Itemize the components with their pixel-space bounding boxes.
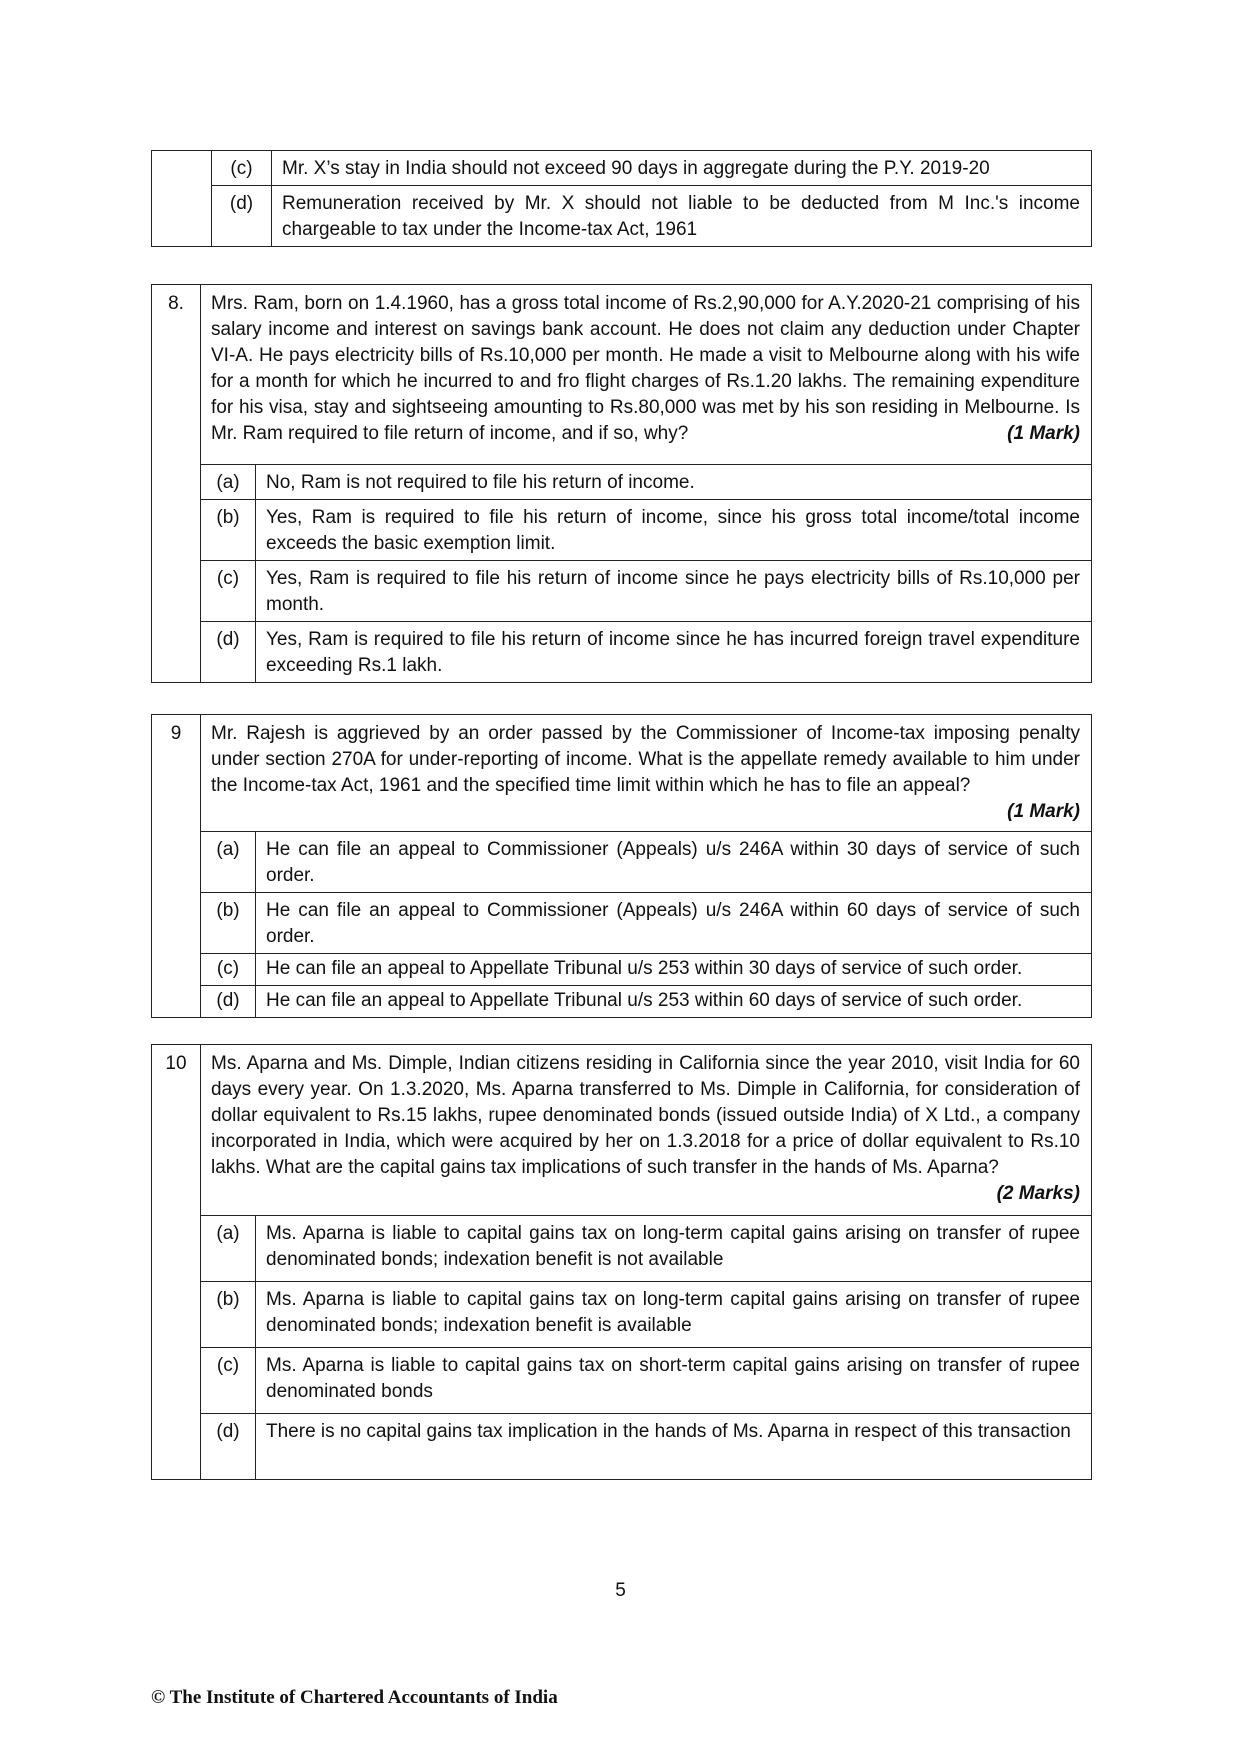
option-row	[152, 1414, 1092, 1480]
question-10-table	[151, 1044, 1092, 1480]
option-label: (a)	[201, 1216, 256, 1282]
option-label: (d)	[201, 986, 256, 1018]
question-stem-row	[152, 285, 1092, 465]
option-row	[152, 622, 1092, 683]
option-row	[152, 465, 1092, 500]
marks-label: (1 Mark)	[1007, 423, 1080, 444]
option-row	[152, 832, 1092, 893]
option-label: (d)	[201, 1414, 256, 1480]
option-label: (d)	[212, 186, 272, 247]
option-text: Ms. Aparna is liable to capital gains tax on short-term capital gains arising on transfer of rupee denominated bonds	[256, 1348, 1092, 1414]
option-text: No, Ram is not required to file his return of income.	[256, 465, 1092, 500]
option-text: He can file an appeal to Commissioner (Appeals) u/s 246A within 30 days of service of such order.	[256, 832, 1092, 893]
option-label: (a)	[201, 465, 256, 500]
question-stem	[201, 715, 1092, 832]
option-label: (c)	[201, 561, 256, 622]
option-text: Ms. Aparna is liable to capital gains tax on long-term capital gains arising on transfer of rupee denominated bonds; indexation benefit is available	[256, 1282, 1092, 1348]
option-row	[152, 986, 1092, 1018]
question-number-cell	[152, 151, 212, 247]
option-label: (c)	[212, 151, 272, 186]
option-row	[152, 1216, 1092, 1282]
option-label: (b)	[201, 893, 256, 954]
footer-copyright: © The Institute of Chartered Accountants of India	[151, 1687, 558, 1708]
question-stem	[201, 1045, 1092, 1216]
question-number: 9	[152, 715, 201, 1018]
option-row	[152, 151, 1092, 186]
question-7-options-table	[151, 150, 1092, 247]
option-label: (b)	[201, 1282, 256, 1348]
question-stem	[201, 285, 1092, 465]
marks-label: (1 Mark)	[1007, 801, 1080, 822]
marks-label: (2 Marks)	[996, 1183, 1080, 1204]
option-label: (c)	[201, 1348, 256, 1414]
option-row	[152, 186, 1092, 247]
option-label: (a)	[201, 832, 256, 893]
option-text: Yes, Ram is required to file his return of income, since his gross total income/total income exceeds the basic exemption limit.	[256, 500, 1092, 561]
option-row	[152, 561, 1092, 622]
option-text: Remuneration received by Mr. X should not liable to be deducted from M Inc.'s income chargeable to tax under the Income-tax Act, 1961	[272, 186, 1092, 247]
question-9-table	[151, 714, 1092, 1018]
option-text: He can file an appeal to Commissioner (Appeals) u/s 246A within 60 days of service of such order.	[256, 893, 1092, 954]
option-text: Yes, Ram is required to file his return of income since he pays electricity bills of Rs.10,000 per month.	[256, 561, 1092, 622]
option-text: Ms. Aparna is liable to capital gains tax on long-term capital gains arising on transfer of rupee denominated bonds; indexation benefit is not available	[256, 1216, 1092, 1282]
option-text: He can file an appeal to Appellate Tribunal u/s 253 within 60 days of service of such order.	[256, 986, 1092, 1018]
option-text: There is no capital gains tax implication in the hands of Ms. Aparna in respect of this transaction	[256, 1414, 1092, 1480]
option-row	[152, 954, 1092, 986]
question-text: Mrs. Ram, born on 1.4.1960, has a gross total income of Rs.2,90,000 for A.Y.2020-21 comprising of his salary income and interest on savings bank account. He does not claim any deduction under Chapter VI-A. He pays electricity bills of Rs.10,000 per month. He made a visit to Melbourne along with his wife for a month for which he incurred to and fro flight charges of Rs.1.20 lakhs. The remaining expenditure for his visa, stay and sightseeing amounting to Rs.80,000 was met by his son residing in Melbourne. Is Mr. Ram required to file return of income, and if so, why?	[211, 293, 1080, 444]
option-text: He can file an appeal to Appellate Tribunal u/s 253 within 30 days of service of such order.	[256, 954, 1092, 986]
question-stem-row	[152, 1045, 1092, 1216]
option-row	[152, 893, 1092, 954]
question-stem-row	[152, 715, 1092, 832]
question-text: Mr. Rajesh is aggrieved by an order passed by the Commissioner of Income-tax imposing penalty under section 270A for under-reporting of income. What is the appellate remedy available to him under the Income-tax Act, 1961 and the specified time limit within which he has to file an appeal?	[211, 723, 1080, 796]
option-label: (d)	[201, 622, 256, 683]
question-8-table	[151, 284, 1092, 683]
option-row	[152, 1282, 1092, 1348]
option-label: (c)	[201, 954, 256, 986]
option-label: (b)	[201, 500, 256, 561]
option-text: Yes, Ram is required to file his return of income since he has incurred foreign travel expenditure exceeding Rs.1 lakh.	[256, 622, 1092, 683]
question-text: Ms. Aparna and Ms. Dimple, Indian citizens residing in California since the year 2010, visit India for 60 days every year. On 1.3.2020, Ms. Aparna transferred to Ms. Dimple in California, for consideration of dollar equivalent to Rs.15 lakhs, rupee denominated bonds (issued outside India) of X Ltd., a company incorporated in India, which were acquired by her on 1.3.2018 for a price of dollar equivalent to Rs.10 lakhs. What are the capital gains tax implications of such transfer in the hands of Ms. Aparna?	[211, 1053, 1080, 1178]
option-row	[152, 1348, 1092, 1414]
question-number: 10	[152, 1045, 201, 1480]
option-row	[152, 500, 1092, 561]
question-number: 8.	[152, 285, 201, 683]
page-number: 5	[615, 1580, 626, 1601]
option-text: Mr. X’s stay in India should not exceed 90 days in aggregate during the P.Y. 2019-20	[272, 151, 1092, 186]
